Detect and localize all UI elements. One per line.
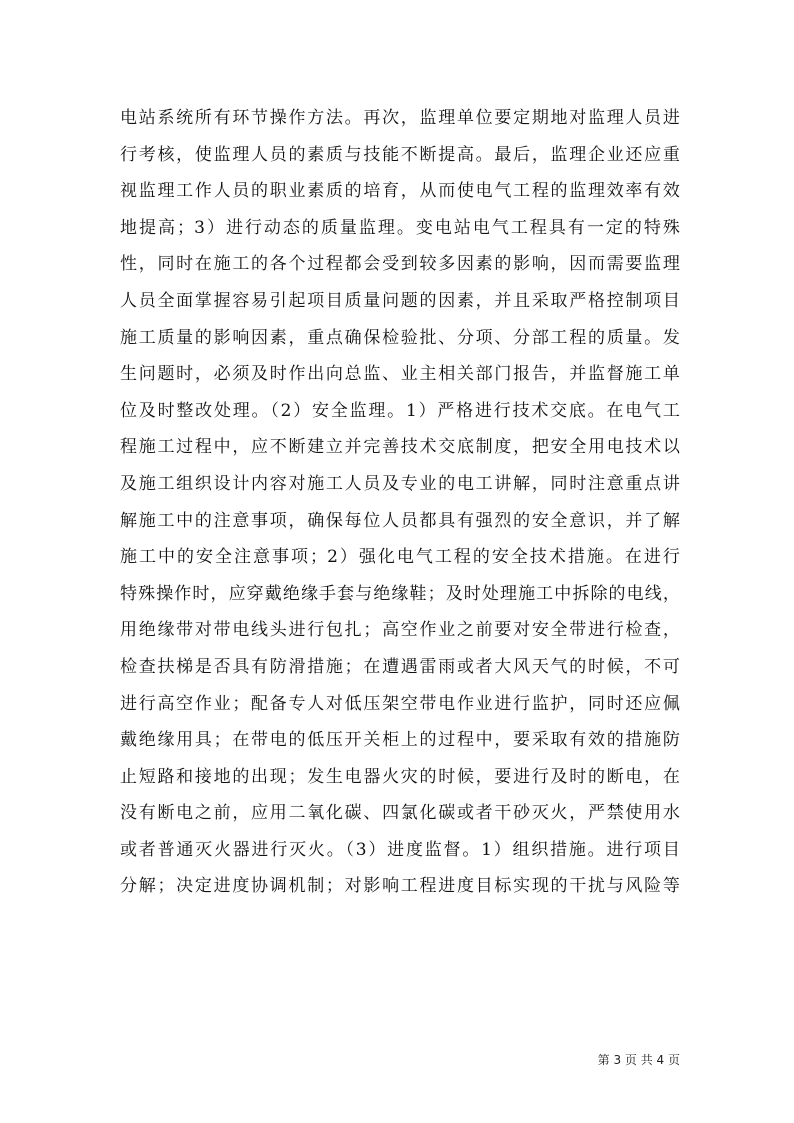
text-line: 程施工过程中，应不断建立并完善技术交底制度，把安全用电技术以: [120, 437, 680, 458]
page-number-footer: 第 3 页 共 4 页: [597, 1053, 680, 1067]
text-line: 位及时整改处理。（2）安全监理。1）严格进行技术交底。在电气工: [120, 400, 680, 421]
text-line: 施工质量的影响因素，重点确保检验批、分项、分部工程的质量。发: [120, 327, 680, 348]
text-line: 用绝缘带对带电线头进行包扎；高空作业之前要对安全带进行检查，: [120, 620, 680, 641]
text-line: 行考核，使监理人员的素质与技能不断提高。最后，监理企业还应重: [120, 144, 680, 165]
text-line: 解施工中的注意事项，确保每位人员都具有强烈的安全意识，并了解: [120, 510, 680, 531]
text-line: 地提高；3）进行动态的质量监理。变电站电气工程具有一定的特殊: [120, 217, 680, 238]
text-line: 电站系统所有环节操作方法。再次，监理单位要定期地对监理人员进: [120, 108, 680, 128]
text-line: 进行高空作业；配备专人对低压架空带电作业进行监护，同时还应佩: [120, 693, 680, 714]
text-line: 检查扶梯是否具有防滑措施；在遭遇雷雨或者大风天气的时候，不可: [120, 656, 680, 677]
text-line: 视监理工作人员的职业素质的培育，从而使电气工程的监理效率有效: [120, 181, 680, 202]
text-line: 没有断电之前，应用二氧化碳、四氯化碳或者干砂灭火，严禁使用水: [120, 803, 680, 824]
text-line: 戴绝缘用具；在带电的低压开关柜上的过程中，要采取有效的措施防: [120, 730, 680, 751]
text-line: 性，同时在施工的各个过程都会受到较多因素的影响，因而需要监理: [120, 254, 680, 275]
body-text: [120, 100, 680, 905]
text-line: 或者普通灭火器进行灭火。（3）进度监督。1）组织措施。进行项目: [120, 839, 680, 860]
text-line: 及施工组织设计内容对施工人员及专业的电工讲解，同时注意重点讲: [120, 473, 680, 494]
text-line: 施工中的安全注意事项；2）强化电气工程的安全技术措施。在进行: [120, 547, 680, 568]
text-line: 特殊操作时，应穿戴绝缘手套与绝缘鞋；及时处理施工中拆除的电线，: [120, 583, 680, 604]
text-line: 止短路和接地的出现；发生电器火灾的时候，要进行及时的断电，在: [120, 766, 680, 787]
text-line: 人员全面掌握容易引起项目质量问题的因素，并且采取严格控制项目: [120, 290, 680, 311]
text-line: 分解；决定进度协调机制；对影响工程进度目标实现的干扰与风险等: [120, 876, 680, 897]
text-line: 生问题时，必须及时作出向总监、业主相关部门报告，并监督施工单: [120, 364, 680, 385]
